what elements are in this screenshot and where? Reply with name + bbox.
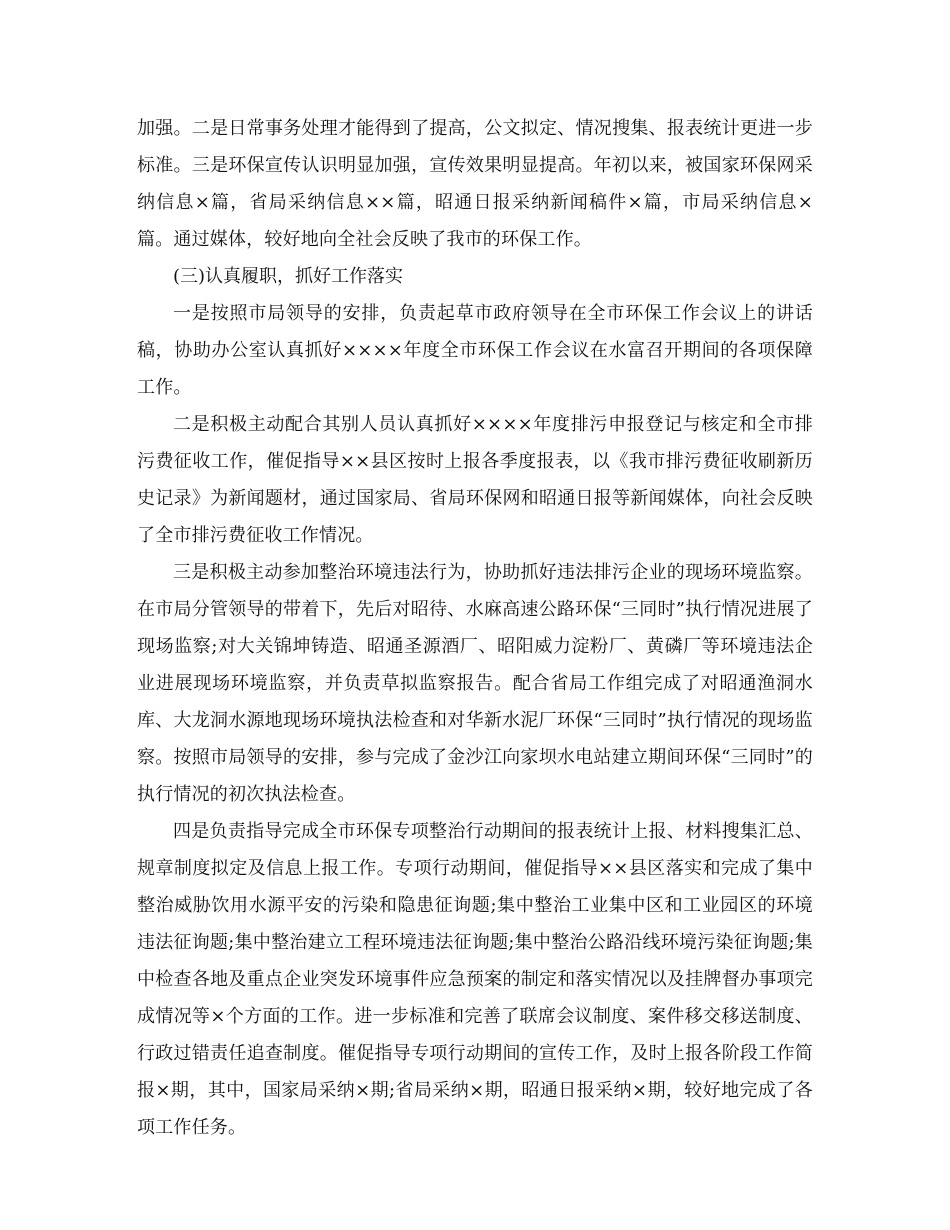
paragraph-intro-continuation: 加强。二是日常事务处理才能得到了提高，公文拟定、情况搜集、报表统计更进一步标准。三是环保宣传认识明显加强，宣传效果明显提高。年初以来，被国家环保网采纳信息×篇，省局采纳信息××篇，昭通日报采纳新闻稿件×篇，市局采纳信息×篇。通过媒体，较好地向全社会反映了我市的环保工作。 bbox=[137, 118, 813, 250]
paragraph-item-two: 二是积极主动配合其别人员认真抓好××××年度排污申报登记与核定和全市排污费征收工作，催促指导××县区按时上报各季度报表，以《我市排污费征收刷新历史记录》为新闻题材，通过国家局、省局环保网和昭通日报等新闻媒体，向社会反映了全市排污费征收工作情况。 bbox=[137, 414, 813, 546]
paragraph-item-three: 三是积极主动参加整治环境违法行为，协助抓好违法排污企业的现场环境监察。在市局分管领导的带着下，先后对昭待、水麻高速公路环保“三同时”执行情况进展了现场监察;对大关锦坤铸造、昭通圣源酒厂、昭阳威力淀粉厂、黄磷厂等环境违法企业进展现场环境监察，并负责草拟监察报告。配合省局工作组完成了对昭通渔洞水库、大龙洞水源地现场环境执法检查和对华新水泥厂环保“三同时”执行情况的现场监察。按照市局领导的安排，参与完成了金沙江向家坝水电站建立期间环保“三同时”的执行情况的初次执法检查。 bbox=[137, 562, 813, 805]
document-body bbox=[137, 110, 813, 1146]
section-heading-three: (三)认真履职，抓好工作落实 bbox=[173, 266, 404, 287]
paragraph-item-four: 四是负责指导完成全市环保专项整治行动期间的报表统计上报、材料搜集汇总、规章制度拟定及信息上报工作。专项行动期间，催促指导××县区落实和完成了集中整治威胁饮用水源平安的污染和隐患征询题;集中整治工业集中区和工业园区的环境违法征询题;集中整治建立工程环境违法征询题;集中整治公路沿线环境污染征询题;集中检查各地及重点企业突发环境事件应急预案的制定和落实情况以及挂牌督办事项完成情况等×个方面的工作。进一步标准和完善了联席会议制度、案件移交移送制度、行政过错责任追查制度。催促指导专项行动期间的宣传工作，及时上报各阶段工作简报×期，其中，国家局采纳×期;省局采纳×期，昭通日报采纳×期，较好地完成了各项工作任务。 bbox=[137, 821, 813, 1138]
paragraph-item-one: 一是按照市局领导的安排，负责起草市政府领导在全市环保工作会议上的讲话稿，协助办公室认真抓好××××年度全市环保工作会议在水富召开期间的各项保障工作。 bbox=[137, 303, 813, 398]
